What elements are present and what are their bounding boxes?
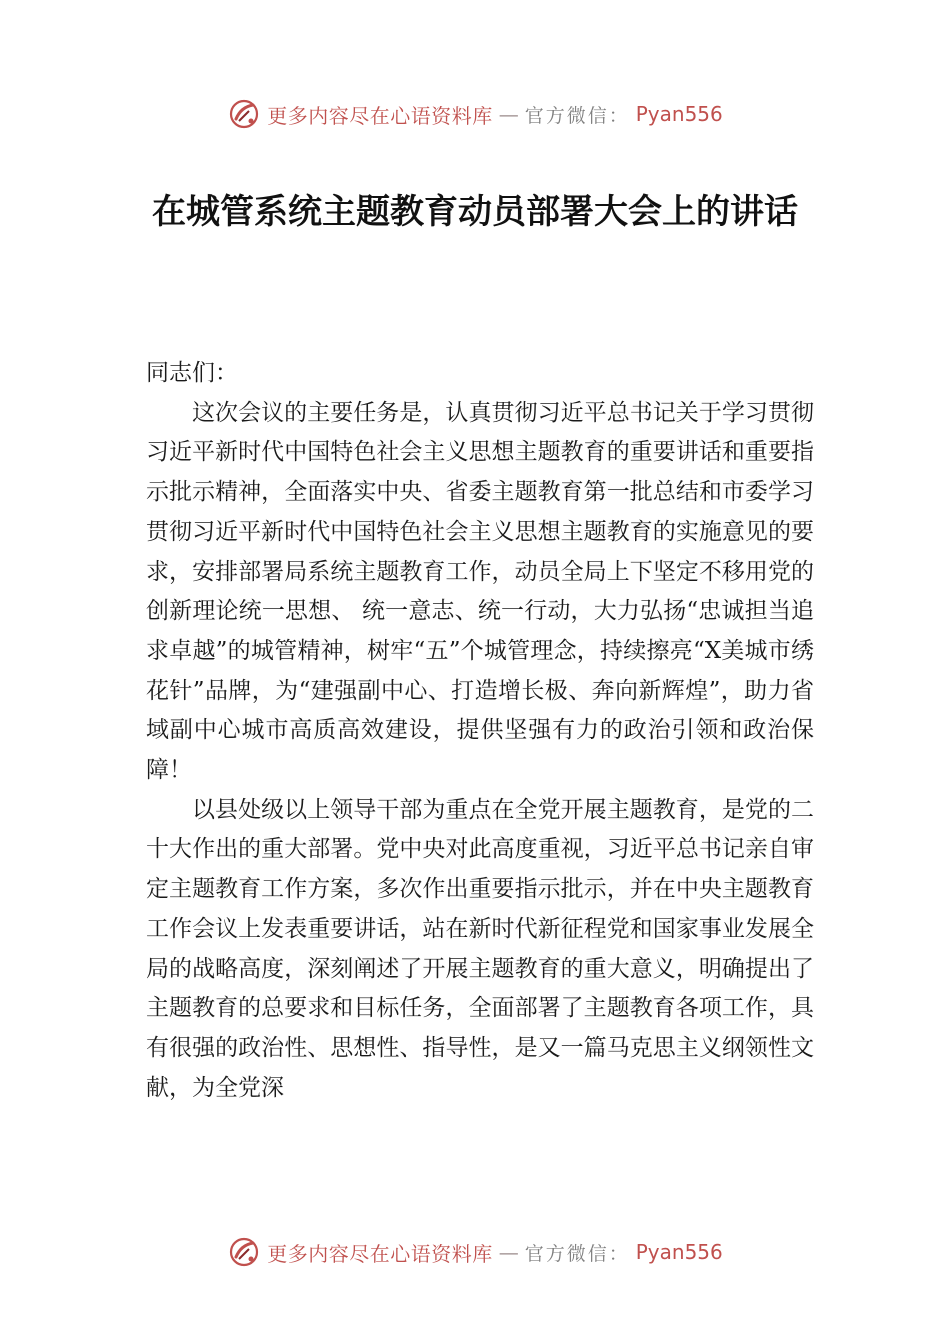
- banner-wechat-label: 官方微信：: [524, 104, 630, 127]
- banner-wechat-id: Pyan556: [635, 1240, 723, 1264]
- paragraph-1: 这次会议的主要任务是，认真贯彻习近平总书记关于学习贯彻习近平新时代中国特色社会主义思想主题教育的重要讲话和重要指示批示精神，全面落实中央、省委主题教育第一批总结和市委学习贯彻习近平新时代中国特色社会主义思想主题教育的实施意见的要求，安排部署局系统主题教育工作，动员全局上下坚定不移用党的创新理论统一思想、 统一意志、统一行动，大力弘扬“忠诚担当追求卓越”的城管精神，树牢“五”个城管理念，持续擦亮“X美城市绣花针”品牌，为“建强副中心、打造增长极、奔向新辉煌”，助力省域副中心城市高质高效建设，提供坚强有力的政治引领和政治保障！: [146, 399, 814, 784]
- banner-dash: —: [498, 102, 519, 126]
- document-title: 在城管系统主题教育动员部署大会上的讲话: [152, 192, 798, 232]
- banner-text: 更多内容尽在心语资料库: [267, 103, 493, 128]
- brush-seal-logo-icon: [227, 97, 261, 131]
- paragraph-2: 以县处级以上领导干部为重点在全党开展主题教育，是党的二十大作出的重大部署。党中央对此高度重视，习近平总书记亲自审定主题教育工作方案，多次作出重要指示批示，并在中央主题教育工作会议上发表重要讲话，站在新时代新征程党和国家事业发展全局的战略高度，深刻阐述了开展主题教育的重大意义，明确提出了主题教育的总要求和目标任务，全面部署了主题教育各项工作，具有很强的政治性、思想性、指导性，是又一篇马克思主义纲领性文献，为全党深: [146, 796, 814, 1101]
- document-body: [146, 354, 814, 1108]
- banner-text: 更多内容尽在心语资料库: [267, 1241, 493, 1266]
- banner-dash: —: [498, 1240, 519, 1264]
- banner-wechat-id: Pyan556: [635, 102, 723, 126]
- header-banner: [0, 94, 950, 134]
- banner-wechat-label: 官方微信：: [524, 1242, 630, 1265]
- salutation: 同志们：: [146, 360, 238, 386]
- brush-seal-logo-icon: [227, 1235, 261, 1269]
- footer-banner: [0, 1232, 950, 1272]
